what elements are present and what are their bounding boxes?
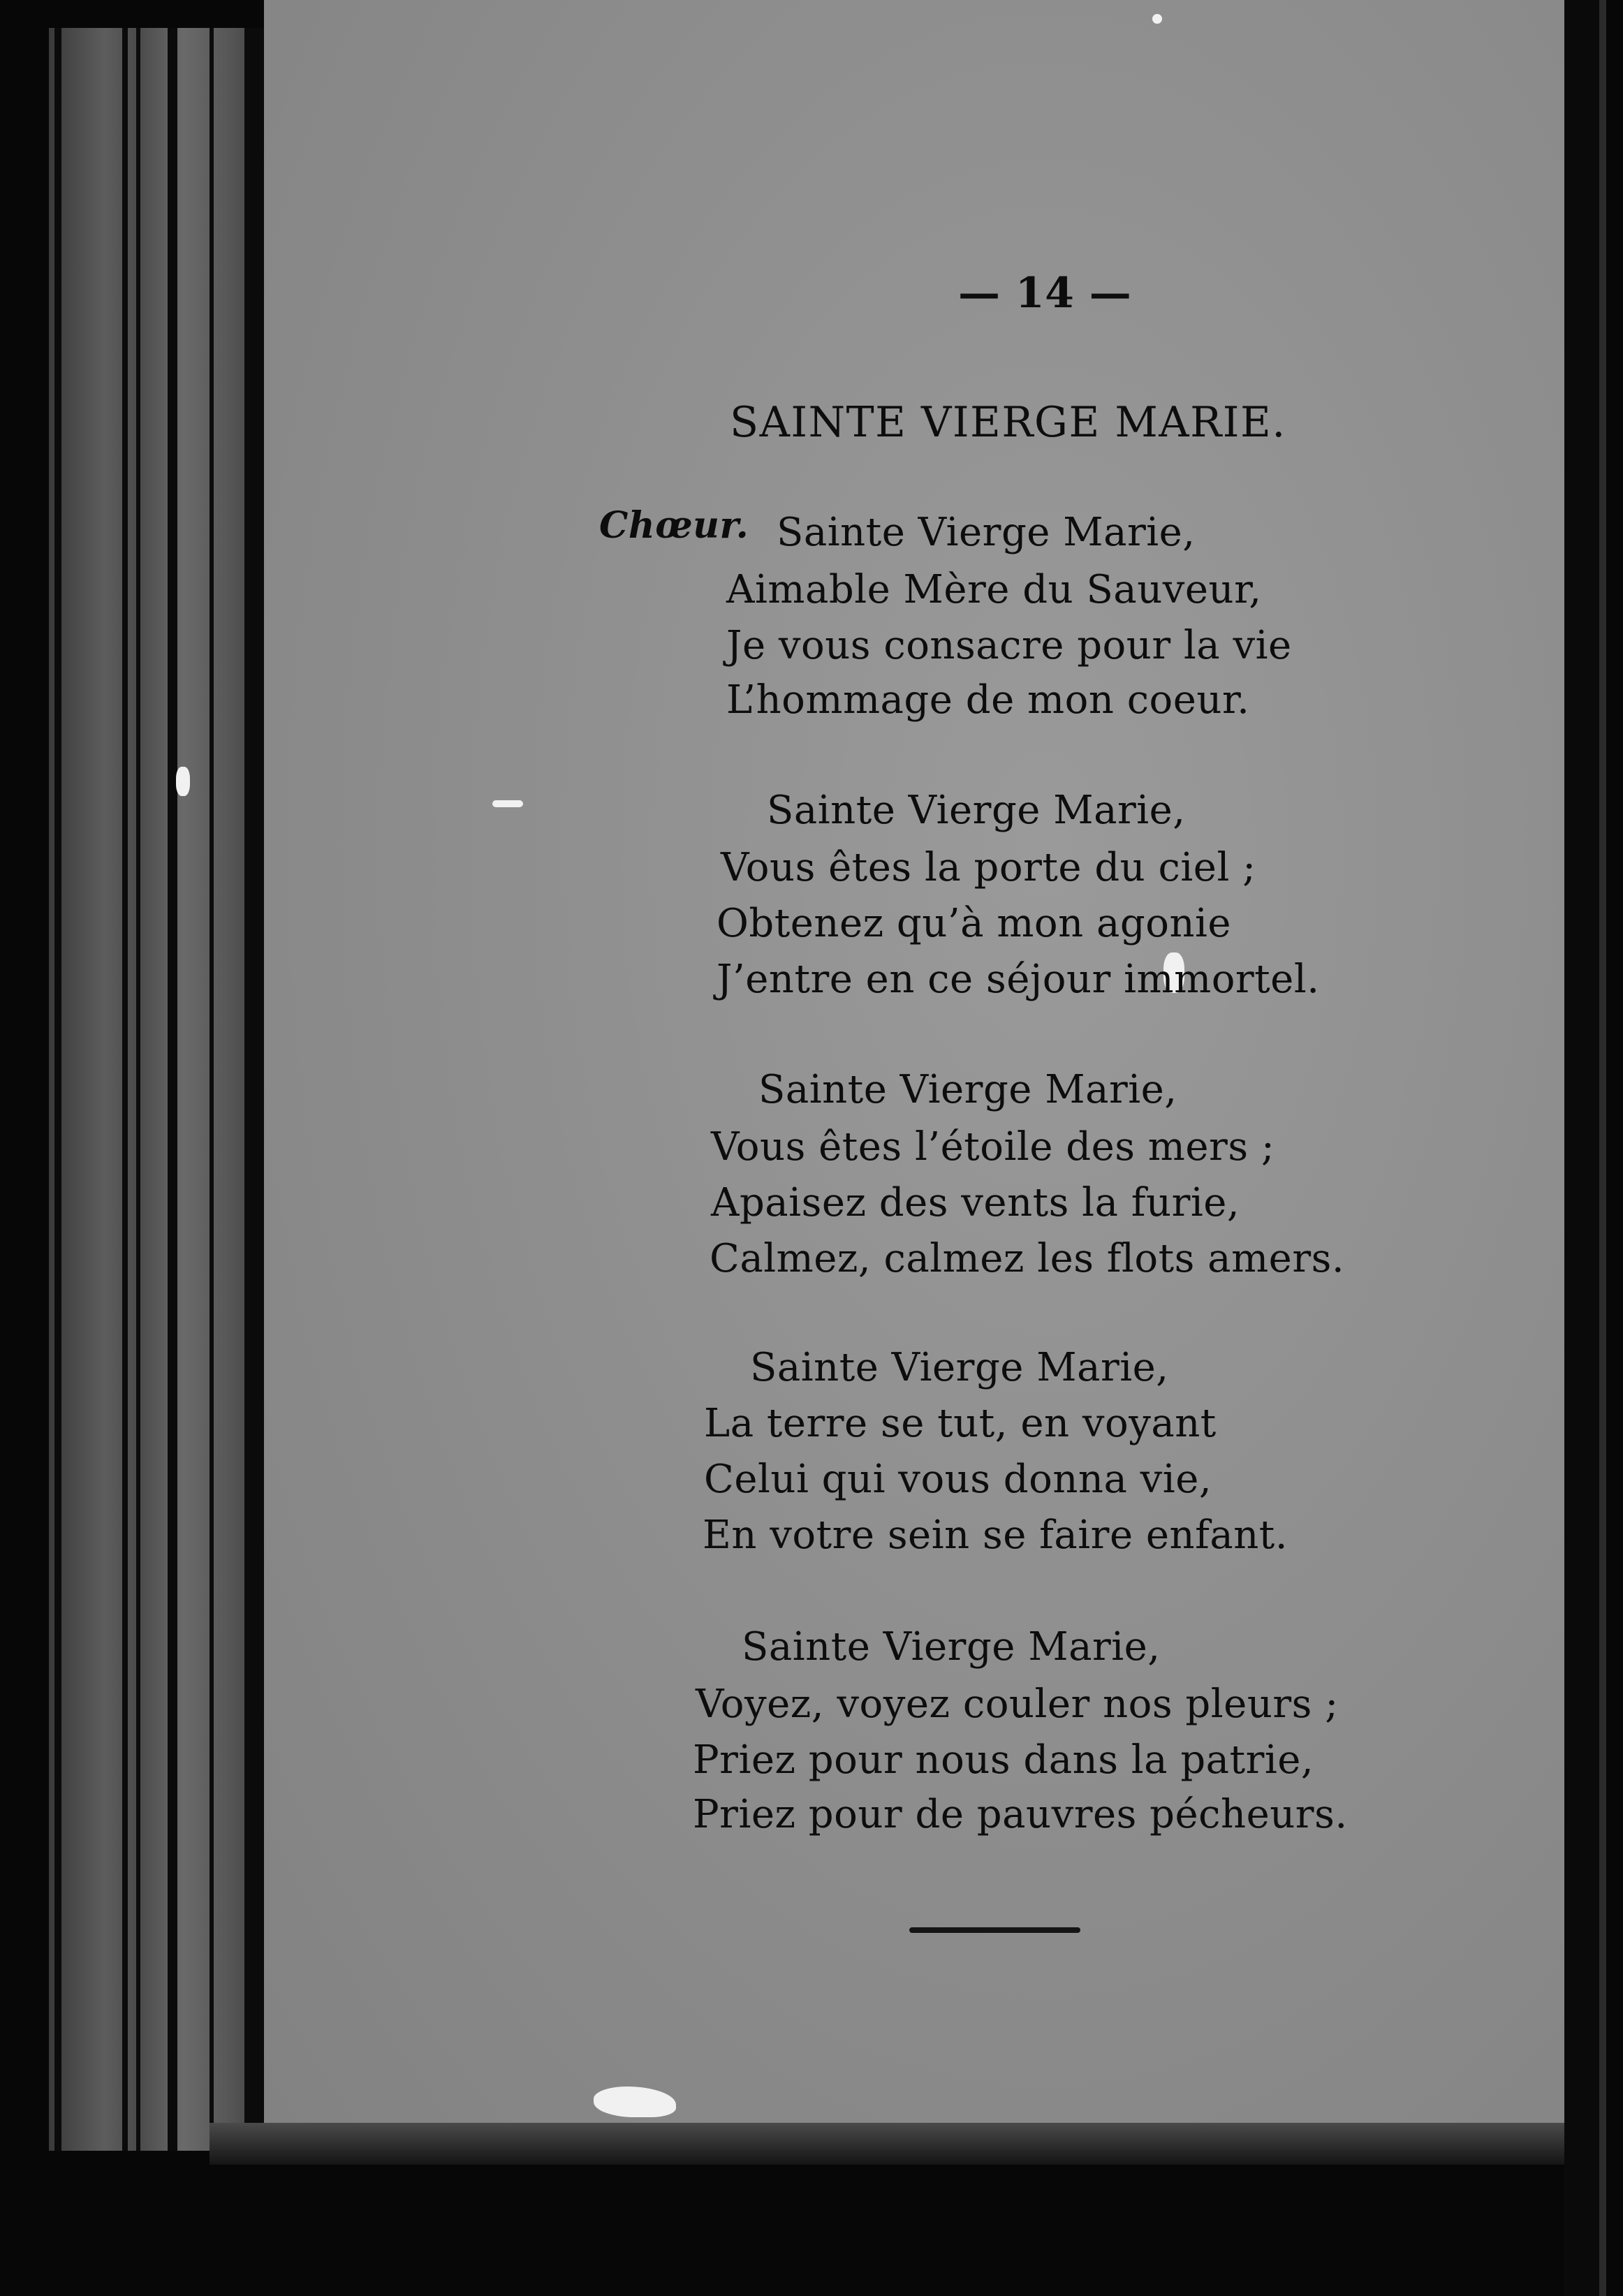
page-edge-divider	[210, 28, 214, 2151]
page-edge-divider	[244, 28, 264, 2151]
stacked-page-edges	[49, 28, 272, 2151]
stanza-line: Vous êtes la porte du ciel ;	[721, 845, 1256, 890]
stanza-line: L’hommage de mon coeur.	[726, 677, 1250, 723]
page-edge-divider	[54, 28, 61, 2151]
page-edge-divider	[136, 28, 140, 2151]
stanza-line: Je vous consacre pour la vie	[726, 623, 1292, 668]
chorus-label: Chœur.	[599, 504, 749, 547]
page-number: — 14 —	[958, 269, 1132, 318]
page-edge-divider	[122, 28, 128, 2151]
dust-speck	[176, 767, 190, 796]
hymn-title: SAINTE VIERGE MARIE.	[730, 398, 1286, 447]
stanza-line: Vous êtes l’étoile des mers ;	[711, 1124, 1275, 1170]
page-bottom-shadow	[210, 2123, 1564, 2165]
stanza-line: Priez pour de pauvres pécheurs.	[693, 1792, 1348, 1837]
closing-rule	[909, 1927, 1080, 1933]
stanza-line: Sainte Vierge Marie,	[742, 1624, 1161, 1670]
dust-speck	[1152, 14, 1162, 24]
stanza-line: Sainte Vierge Marie,	[758, 1067, 1177, 1112]
stanza-line: La terre se tut, en voyant	[704, 1401, 1217, 1446]
stanza-line: Priez pour nous dans la patrie,	[693, 1737, 1314, 1783]
right-page-edge	[1599, 0, 1606, 2296]
stanza-line: Obtenez qu’à mon agonie	[717, 901, 1232, 946]
stanza-line: Apaisez des vents la furie,	[711, 1180, 1240, 1226]
stanza-line: J’entre en ce séjour immortel.	[717, 957, 1320, 1002]
stanza-line: Voyez, voyez couler nos pleurs ;	[696, 1681, 1339, 1727]
stanza-line: Aimable Mère du Sauveur,	[726, 567, 1262, 612]
stanza-line: En votre sein se faire enfant.	[703, 1513, 1288, 1558]
stanza-line: Sainte Vierge Marie,	[750, 1345, 1169, 1390]
stanza-line: Calmez, calmez les flots amers.	[710, 1236, 1345, 1281]
page-edge-divider	[168, 28, 177, 2151]
right-binding-edge	[1564, 0, 1599, 2296]
stanza-line: Sainte Vierge Marie,	[767, 788, 1186, 833]
stanza-line: Celui qui vous donna vie,	[704, 1457, 1212, 1502]
stanza-line: Sainte Vierge Marie,	[777, 510, 1196, 555]
dust-speck	[492, 800, 523, 807]
